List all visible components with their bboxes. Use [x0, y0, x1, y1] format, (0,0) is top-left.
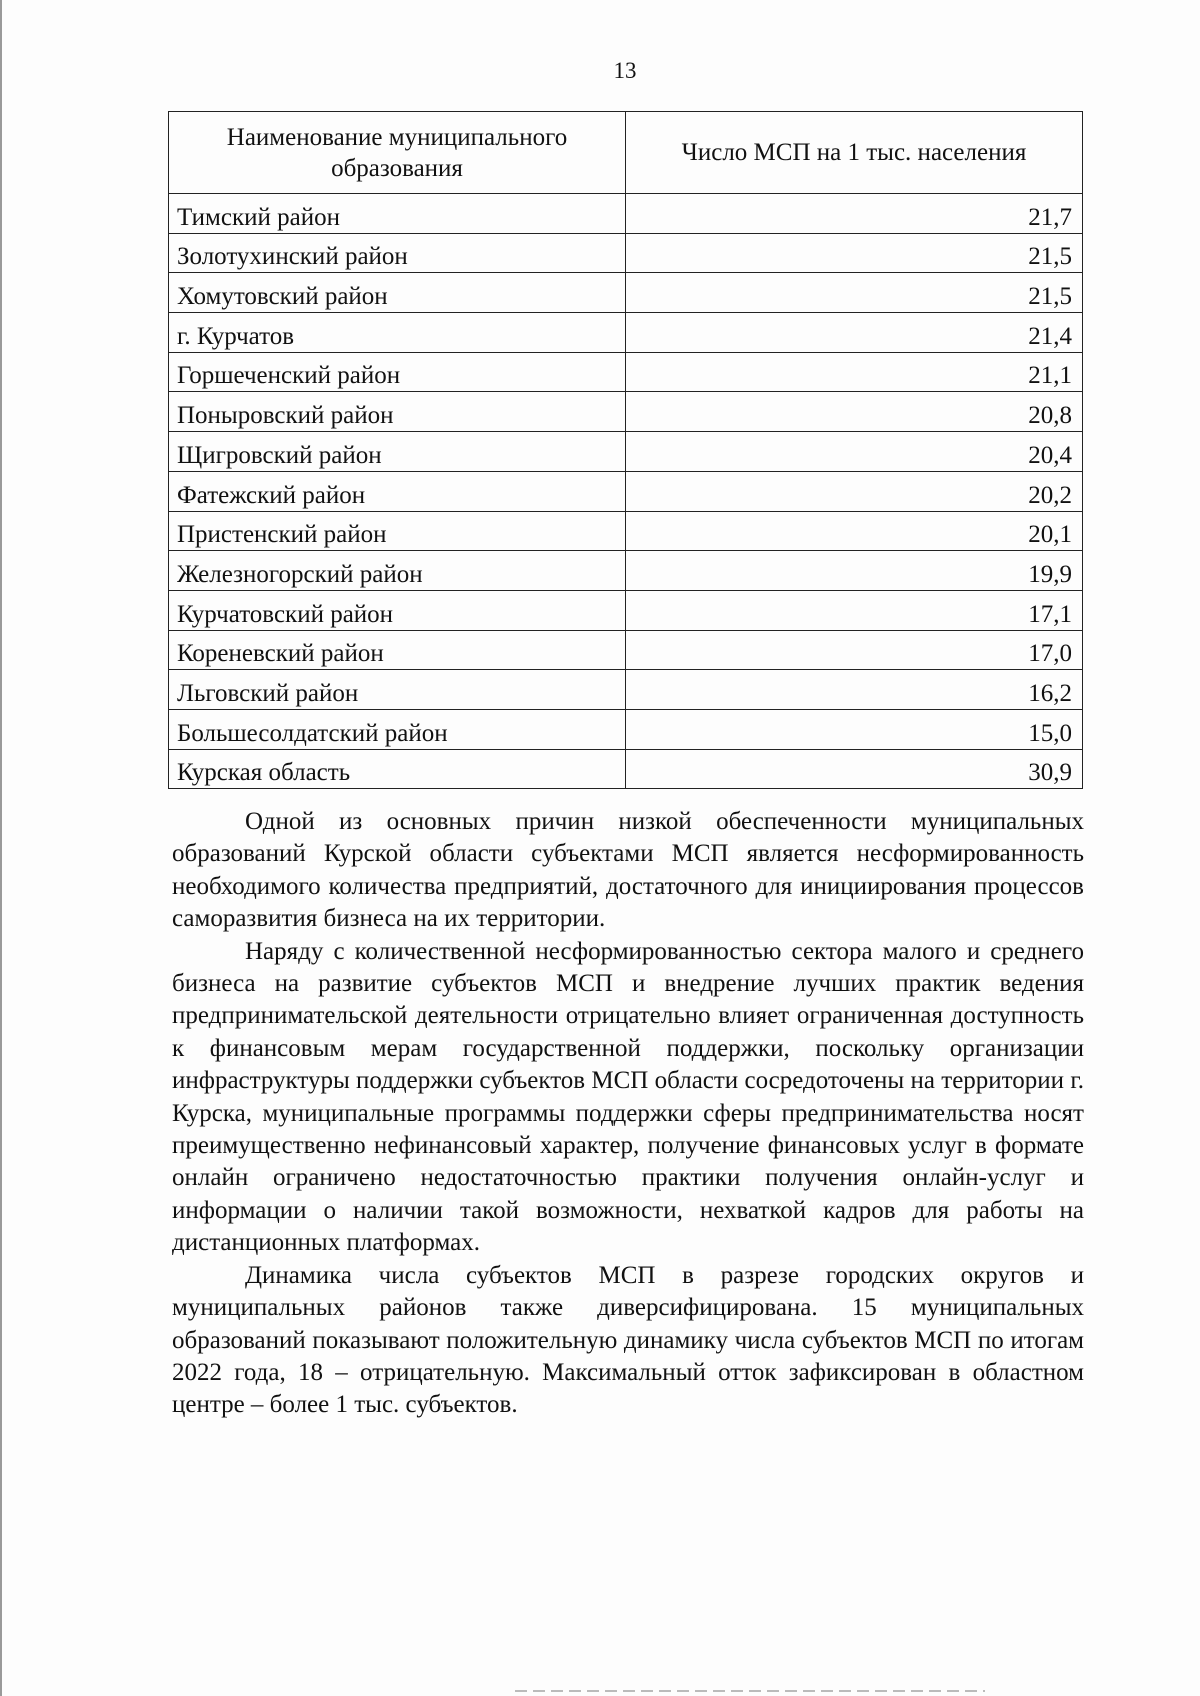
table-row: [169, 471, 1083, 511]
page-number: 13: [613, 58, 637, 83]
scan-artifact: [515, 1690, 985, 1692]
region-msp-value: 30,9: [626, 749, 1083, 789]
table-row: [169, 670, 1083, 710]
municipality-name: Тимский район: [169, 194, 626, 234]
msp-value: 21,5: [626, 273, 1083, 313]
msp-value: 21,7: [626, 194, 1083, 234]
table-row: [169, 233, 1083, 273]
table-row: [169, 709, 1083, 749]
municipality-name: г. Курчатов: [169, 313, 626, 353]
msp-value: 17,1: [626, 590, 1083, 630]
table-row: [169, 313, 1083, 353]
municipality-name: Хомутовский район: [169, 273, 626, 313]
msp-value: 15,0: [626, 709, 1083, 749]
body-text: [172, 806, 1084, 1422]
msp-value: 21,5: [626, 233, 1083, 273]
table-row: [169, 352, 1083, 392]
msp-value: 20,8: [626, 392, 1083, 432]
table-header-row: [169, 112, 1083, 194]
table-row-total: [169, 749, 1083, 789]
table-row: [169, 273, 1083, 313]
msp-value: 16,2: [626, 670, 1083, 710]
municipality-name: Курчатовский район: [169, 590, 626, 630]
municipality-name: Поныровский район: [169, 392, 626, 432]
municipality-name: Большесолдатский район: [169, 709, 626, 749]
paragraph: Наряду с количественной несформированностью сектора малого и среднего бизнеса на развитие субъектов МСП и внедрение лучших практик ведения предпринимательской деятельности отрицательно влияет ограниченная доступность к финансовым мерам государственной поддержки, поскольку организации инфраструктуры поддержки субъектов МСП области сосредоточены на территории г. Курска, муниципальные программы поддержки сферы предпринимательства носят преимущественно нефинансовый характер, получение финансовых услуг в формате онлайн ограничено недостаточностью практики получения онлайн-услуг и информации о наличии такой возможности, нехваткой кадров для работы на дистанционных платформах.: [172, 937, 1084, 1257]
column-header-municipality: Наименование муниципального образования: [169, 112, 626, 194]
msp-value: 19,9: [626, 551, 1083, 591]
paragraph: Динамика числа субъектов МСП в разрезе городских округов и муниципальных районов также диверсифицирована. 15 муниципальных образований показывают положительную динамику числа субъектов МСП по итогам 2022 года, 18 – отрицательную. Максимальный отток зафиксирован в областном центре – более 1 тыс. субъектов.: [172, 1261, 1084, 1419]
msp-value: 20,4: [626, 432, 1083, 472]
paragraph: Одной из основных причин низкой обеспеченности муниципальных образований Курской области субъектами МСП является несформированность необходимого количества предприятий, достаточного для инициирования процессов саморазвития бизнеса на их территории.: [172, 808, 1084, 933]
municipality-name: Золотухинский район: [169, 233, 626, 273]
table-row: [169, 511, 1083, 551]
municipality-name: Пристенский район: [169, 511, 626, 551]
table-row: [169, 630, 1083, 670]
msp-value: 20,1: [626, 511, 1083, 551]
msp-value: 21,4: [626, 313, 1083, 353]
table-row: [169, 194, 1083, 234]
msp-value: 20,2: [626, 471, 1083, 511]
municipality-name: Фатежский район: [169, 471, 626, 511]
municipality-name: Кореневский район: [169, 630, 626, 670]
table-row: [169, 551, 1083, 591]
region-name: Курская область: [169, 749, 626, 789]
municipality-name: Горшеченский район: [169, 352, 626, 392]
table-row: [169, 392, 1083, 432]
table-row: [169, 432, 1083, 472]
municipality-name: Железногорский район: [169, 551, 626, 591]
msp-value: 17,0: [626, 630, 1083, 670]
page-edge: [0, 0, 2, 1696]
municipality-name: Щигровский район: [169, 432, 626, 472]
msp-value: 21,1: [626, 352, 1083, 392]
municipality-name: Льговский район: [169, 670, 626, 710]
table-row: [169, 590, 1083, 630]
msp-density-table: [168, 111, 1083, 789]
column-header-msp-per-thousand: Число МСП на 1 тыс. населения: [626, 112, 1083, 194]
